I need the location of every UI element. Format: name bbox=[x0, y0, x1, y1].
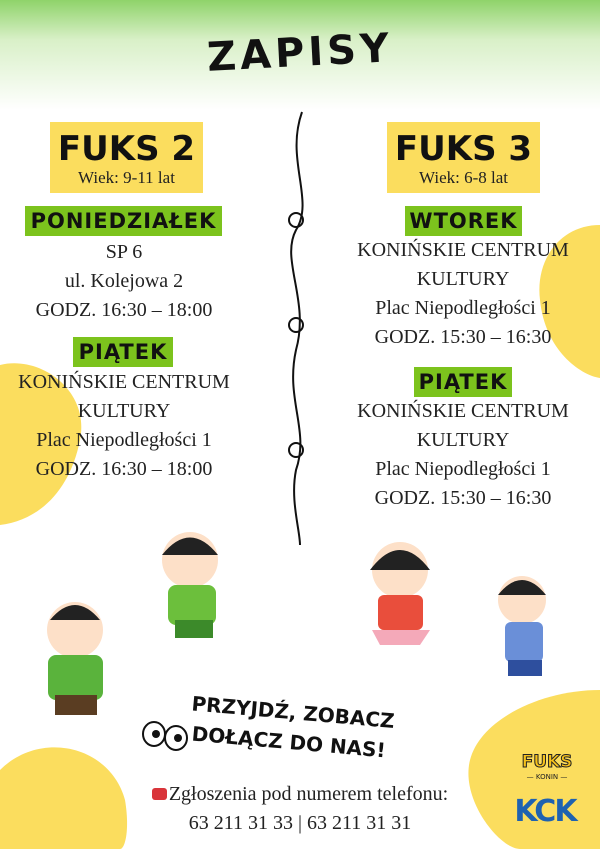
contact-info bbox=[100, 780, 500, 838]
group-box-fuks2 bbox=[50, 122, 203, 193]
detail-line: GODZ. 16:30 – 18:00 bbox=[35, 299, 213, 321]
kid-4 bbox=[498, 576, 546, 676]
kid-1 bbox=[47, 602, 103, 715]
telephone-icon bbox=[152, 788, 167, 800]
phone-numbers: 63 211 31 33 | 63 211 31 31 bbox=[188, 812, 412, 834]
detail-line: KONIŃSKIE CENTRUM bbox=[357, 400, 569, 422]
fuks-konin-logo bbox=[515, 752, 579, 782]
detail-line: KULTURY bbox=[77, 400, 171, 422]
detail-line: Plac Niepodległości 1 bbox=[375, 458, 551, 480]
session-details bbox=[0, 368, 248, 484]
detail-line: KULTURY bbox=[416, 268, 510, 290]
kid-3 bbox=[370, 542, 430, 645]
group-box-fuks3 bbox=[387, 122, 540, 193]
detail-line: KONIŃSKIE CENTRUM bbox=[357, 239, 569, 261]
session-details bbox=[340, 397, 586, 513]
page-title: ZAPISY bbox=[205, 25, 395, 81]
group-age: Wiek: 9-11 lat bbox=[78, 168, 175, 187]
detail-line: SP 6 bbox=[105, 241, 143, 263]
detail-line: GODZ. 16:30 – 18:00 bbox=[35, 458, 213, 480]
fuks-logo-sub: — KONIN — bbox=[526, 773, 568, 781]
detail-line: Plac Niepodległości 1 bbox=[36, 429, 212, 451]
session-details bbox=[0, 238, 248, 325]
fuks-logo-text: FUKS bbox=[521, 752, 573, 772]
kid-2 bbox=[162, 532, 218, 638]
detail-line: GODZ. 15:30 – 16:30 bbox=[374, 326, 552, 348]
contact-label: Zgłoszenia pod numerem telefonu: bbox=[168, 783, 449, 805]
detail-line: Plac Niepodległości 1 bbox=[375, 297, 551, 319]
detail-line: GODZ. 15:30 – 16:30 bbox=[374, 487, 552, 509]
day-label: PIĄTEK bbox=[414, 367, 512, 397]
group-age: Wiek: 6-8 lat bbox=[418, 168, 508, 187]
cta-line: PRZYJDŹ, ZOBACZ bbox=[190, 691, 396, 734]
group-name: FUKS 3 bbox=[394, 129, 533, 169]
day-label: PIĄTEK bbox=[73, 337, 173, 367]
detail-line: KONIŃSKIE CENTRUM bbox=[18, 371, 230, 393]
session-details bbox=[340, 236, 586, 352]
cta-line: DOŁĄCZ DO NAS! bbox=[190, 721, 387, 763]
kck-logo: KCK bbox=[514, 794, 576, 829]
detail-line: KULTURY bbox=[416, 429, 510, 451]
day-label: WTOREK bbox=[405, 206, 522, 236]
dancing-kids-illustration bbox=[0, 520, 600, 720]
day-label: PONIEDZIAŁEK bbox=[25, 206, 222, 236]
eyes-icon bbox=[140, 720, 190, 752]
group-name: FUKS 2 bbox=[57, 129, 196, 169]
detail-line: ul. Kolejowa 2 bbox=[64, 270, 184, 292]
